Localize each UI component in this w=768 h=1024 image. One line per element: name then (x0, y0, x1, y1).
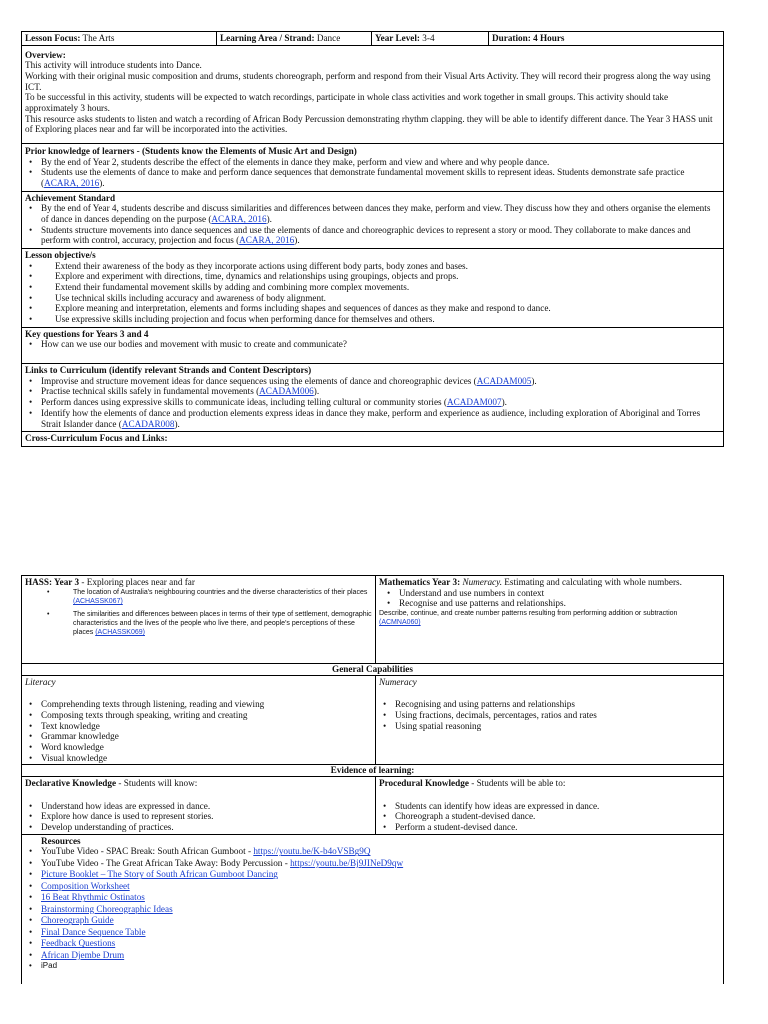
procedural-sub: - Students will be able to: (468, 778, 566, 789)
hass-item (73, 588, 372, 607)
prior-item (41, 157, 720, 168)
overview-section (21, 46, 724, 144)
acadam007-link[interactable]: ACADAM007 (446, 397, 502, 408)
maths-item: • Recognise and use patterns and relationships. (399, 598, 720, 609)
year-cell (372, 32, 489, 46)
objective-item: • Extend their fundamental movement skills by adding and combining more complex movements. (55, 282, 720, 293)
resource-text: YouTube Video - The Great African Take Away: Body Percussion - (41, 857, 291, 868)
area-cell (217, 32, 372, 46)
composition-worksheet-link[interactable]: Composition Worksheet (41, 880, 130, 891)
numeracy-item: • Recognising and using patterns and relationships (395, 699, 720, 710)
objective-item: • Extend their awareness of the body as they incorporate actions using different body parts, body zones and bases. (55, 261, 720, 272)
literacy-label: Literacy (25, 676, 56, 687)
overview-line: To be successful in this activity, students will be expected to watch recordings, participate in whole class activities and work together in small groups. This activity should take approximately 3 hours. (25, 92, 669, 114)
objective-item: • Explore and experiment with directions, time, dynamics and relationships using groupings, objects and props. (55, 271, 720, 282)
picture-booklet-link[interactable]: Picture Booklet – The Story of South African Gumboot Dancing (41, 869, 278, 880)
overview-line: This resource asks students to listen and watch a recording of African Body Percussion demonstrating rhythm clapping. they will be able to identify different dance. The Year 3 HASS unit of Exploring places near and far will be incorporated into the activities. (25, 113, 713, 135)
achievement-item-text: By the end of Year 4, students describe and discuss similarities and differences between dances they make, perform and view. They discuss how they and others organise the elements of dance in dances depending on the purpose ( (41, 203, 711, 225)
objectives-heading: Lesson objective/s (25, 250, 96, 261)
prior-item-after: ). (99, 178, 105, 189)
brainstorming-link[interactable]: Brainstorming Choreographic Ideas (41, 903, 173, 914)
achievement-item (41, 203, 720, 224)
final-dance-table-link[interactable]: Final Dance Sequence Table (41, 926, 146, 937)
duration-value: 4 Hours (533, 33, 565, 43)
maths-subtitle-italic: Numeracy. (462, 577, 502, 587)
cross-curriculum-heading: Cross-Curriculum Focus and Links: (21, 432, 724, 447)
literacy-item: • Text knowledge (41, 721, 372, 732)
rhythmic-ostinatos-link[interactable]: 16 Beat Rhythmic Ostinatos (41, 892, 145, 903)
link-item (41, 386, 720, 397)
maths-cell (376, 576, 724, 664)
resource-item (41, 881, 720, 893)
achievement-item-after: ). (266, 214, 272, 225)
procedural-label: Procedural Knowledge (379, 778, 469, 789)
lesson-plan-bottom (21, 575, 724, 984)
achassk067-link[interactable]: (ACHASSK067) (73, 598, 123, 606)
resource-item (41, 950, 720, 962)
achievement-item-text: Students structure movements into dance sequences and use the elements of dance and choreographic devices to represent a story or mood. They collaborate to make dances and perform with control, accuracy, projection and focus ( (41, 224, 691, 246)
hass-item-text: The similarities and differences between places in terms of their type of settlement, demographic characteristics and the lives of the people who live there, and people's perceptions of these places (73, 610, 372, 637)
feedback-questions-link[interactable]: Feedback Questions (41, 938, 116, 949)
numeracy-item: • Using fractions, decimals, percentages, ratios and rates (395, 710, 720, 721)
acara-link[interactable]: ACARA, 2016 (239, 235, 295, 246)
link-item (41, 376, 720, 387)
link-item-text: Practise technical skills safely in fundamental movements ( (41, 386, 260, 397)
resource-item (41, 892, 720, 904)
maths-item: • Understand and use numbers in context (399, 588, 720, 599)
numeracy-item: • Using spatial reasoning (395, 721, 720, 732)
resource-item (41, 858, 720, 870)
acadar008-link[interactable]: ACADAR008 (121, 418, 175, 429)
links-heading: Links to Curriculum (identify relevant Strands and Content Descriptors) (25, 365, 312, 376)
year-label: Year Level: (375, 33, 420, 43)
acadam006-link[interactable]: ACADAM006 (259, 386, 314, 397)
literacy-item: • Grammar knowledge (41, 731, 372, 742)
hass-item-text: The location of Australia's neighbouring countries and the diverse characteristics of their places (73, 588, 368, 596)
area-label: Learning Area / Strand: (220, 33, 315, 43)
achievement-item (41, 225, 720, 246)
procedural-cell (376, 777, 724, 835)
overview-line: This activity will introduce students into Dance. (25, 60, 202, 71)
achievement-item-after: ). (294, 235, 300, 246)
resource-item (41, 869, 720, 881)
hass-subtitle: - Exploring places near and far (79, 577, 195, 587)
objectives-section (21, 249, 724, 328)
literacy-item: • Composing texts through speaking, writing and creating (41, 710, 372, 721)
resource-text: iPad (41, 961, 58, 971)
resource-item (41, 904, 720, 916)
link-item-after: ). (531, 375, 537, 386)
declarative-sub: - Students will know: (116, 778, 198, 789)
resources-heading: Resources (41, 835, 81, 846)
cross-curriculum-table (21, 575, 724, 835)
maths-title: Mathematics Year 3: (379, 577, 461, 587)
overview-line: Working with their original music composition and drums, students choreograph, perform and respond from their Visual Arts Activity. They will record their progress along the way using ICT. (25, 71, 711, 92)
acmna060-link[interactable]: (ACMNA060) (379, 619, 421, 627)
literacy-item: • Word knowledge (41, 742, 372, 753)
link-item-text: Perform dances using expressive skills to communicate ideas, including telling cultural or community stories ( (41, 397, 447, 408)
djembe-drum-link[interactable]: African Djembe Drum (41, 949, 125, 960)
objective-item: • Explore meaning and interpretation, elements and forms including shapes and sequences of dances as they make and respond to dance. (55, 303, 720, 314)
link-item (41, 408, 720, 429)
prior-item (41, 167, 720, 188)
resources-section (21, 835, 724, 984)
header-table (21, 31, 724, 46)
achievement-heading: Achievement Standard (25, 192, 116, 203)
resource-item (41, 927, 720, 939)
prior-knowledge-section (21, 144, 724, 192)
duration-cell (489, 32, 724, 46)
lesson-focus-label: Lesson Focus: (25, 33, 81, 43)
evidence-heading: Evidence of learning: (22, 765, 724, 777)
link-item-after: ). (501, 397, 507, 408)
acadam005-link[interactable]: ACADAM005 (476, 375, 532, 386)
questions-heading: Key questions for Years 3 and 4 (25, 328, 149, 339)
question-item: • How can we use our bodies and movement with music to create and communicate? (41, 339, 720, 350)
achassk069-link[interactable]: (ACHASSK069) (95, 629, 145, 637)
year-value: 3-4 (422, 33, 435, 43)
objective-item: • Use technical skills including accuracy and awareness of body alignment. (55, 293, 720, 304)
link-item-after: ). (174, 418, 180, 429)
lesson-focus-cell (22, 32, 217, 46)
acara-link[interactable]: ACARA, 2016 (44, 178, 100, 189)
objective-item: • Use expressive skills including projection and focus when performing dance for themselves and others. (55, 314, 720, 325)
duration-label: Duration: (492, 33, 531, 43)
overview-heading: Overview: (25, 49, 66, 60)
link-item (41, 397, 720, 408)
declarative-label: Declarative Knowledge (25, 778, 117, 789)
declarative-item: • Develop understanding of practices. (41, 822, 372, 833)
area-value: Dance (316, 33, 341, 43)
lesson-plan-top (21, 31, 724, 447)
literacy-cell (22, 675, 376, 765)
acara-link[interactable]: ACARA, 2016 (211, 214, 267, 225)
prior-item-text: Students use the elements of dance to make and perform dance sequences that demonstrate fundamental movement skills to represent ideas. Students demonstrate safe practice ( (41, 167, 685, 189)
resource-item (41, 938, 720, 950)
questions-section (21, 328, 724, 364)
literacy-item: • Comprehending texts through listening, reading and viewing (41, 699, 372, 710)
link-item-text: Improvise and structure movement ideas for dance sequences using the elements of dance and choreographic devices ( (41, 375, 477, 386)
hass-cell (22, 576, 376, 664)
declarative-cell (22, 777, 376, 835)
maths-note: Describe, continue, and create number patterns resulting from performing addition or subtraction (379, 610, 678, 618)
resource-item (41, 846, 720, 858)
declarative-item: • Understand how ideas are expressed in dance. (41, 801, 372, 812)
prior-knowledge-heading: Prior knowledge of learners - (Students know the Elements of Music Art and Design) (25, 146, 357, 157)
link-item-text: Identify how the elements of dance and production elements express ideas in dance they make, perform and experience as audience, including exploration of Aboriginal and Torres Strait Islander dance ( (41, 407, 701, 429)
capabilities-heading: General Capabilities (22, 664, 724, 676)
numeracy-cell (376, 675, 724, 765)
links-section (21, 364, 724, 432)
lesson-focus-value: The Arts (82, 33, 115, 43)
hass-item (73, 610, 372, 638)
resource-text: YouTube Video - SPAC Break: South African Gumboot - (41, 846, 254, 857)
choreograph-guide-link[interactable]: Choreograph Guide (41, 915, 114, 926)
hass-title: HASS: Year 3 (25, 577, 80, 587)
procedural-item: • Students can identify how ideas are expressed in dance. (395, 801, 720, 812)
resource-item (41, 915, 720, 927)
procedural-item: • Choreograph a student-devised dance. (395, 811, 720, 822)
declarative-item: • Explore how dance is used to represent stories. (41, 811, 372, 822)
maths-subtitle: Estimating and calculating with whole numbers. (502, 577, 682, 587)
prior-item-text: By the end of Year 2, students describe the effect of the elements in dance they make, perform and view and where and why people dance. (41, 156, 550, 167)
numeracy-label: Numeracy (379, 676, 417, 687)
achievement-section (21, 192, 724, 249)
literacy-item: • Visual knowledge (41, 753, 372, 764)
youtube-body-percussion-link[interactable]: https://youtu.be/Bj9JINeD9qw (290, 857, 404, 868)
procedural-item: • Perform a student-devised dance. (395, 822, 720, 833)
link-item-after: ). (313, 386, 320, 397)
youtube-gumboot-link[interactable]: https://youtu.be/K-b4oVSBg9Q (253, 846, 371, 857)
resource-item (41, 961, 720, 972)
